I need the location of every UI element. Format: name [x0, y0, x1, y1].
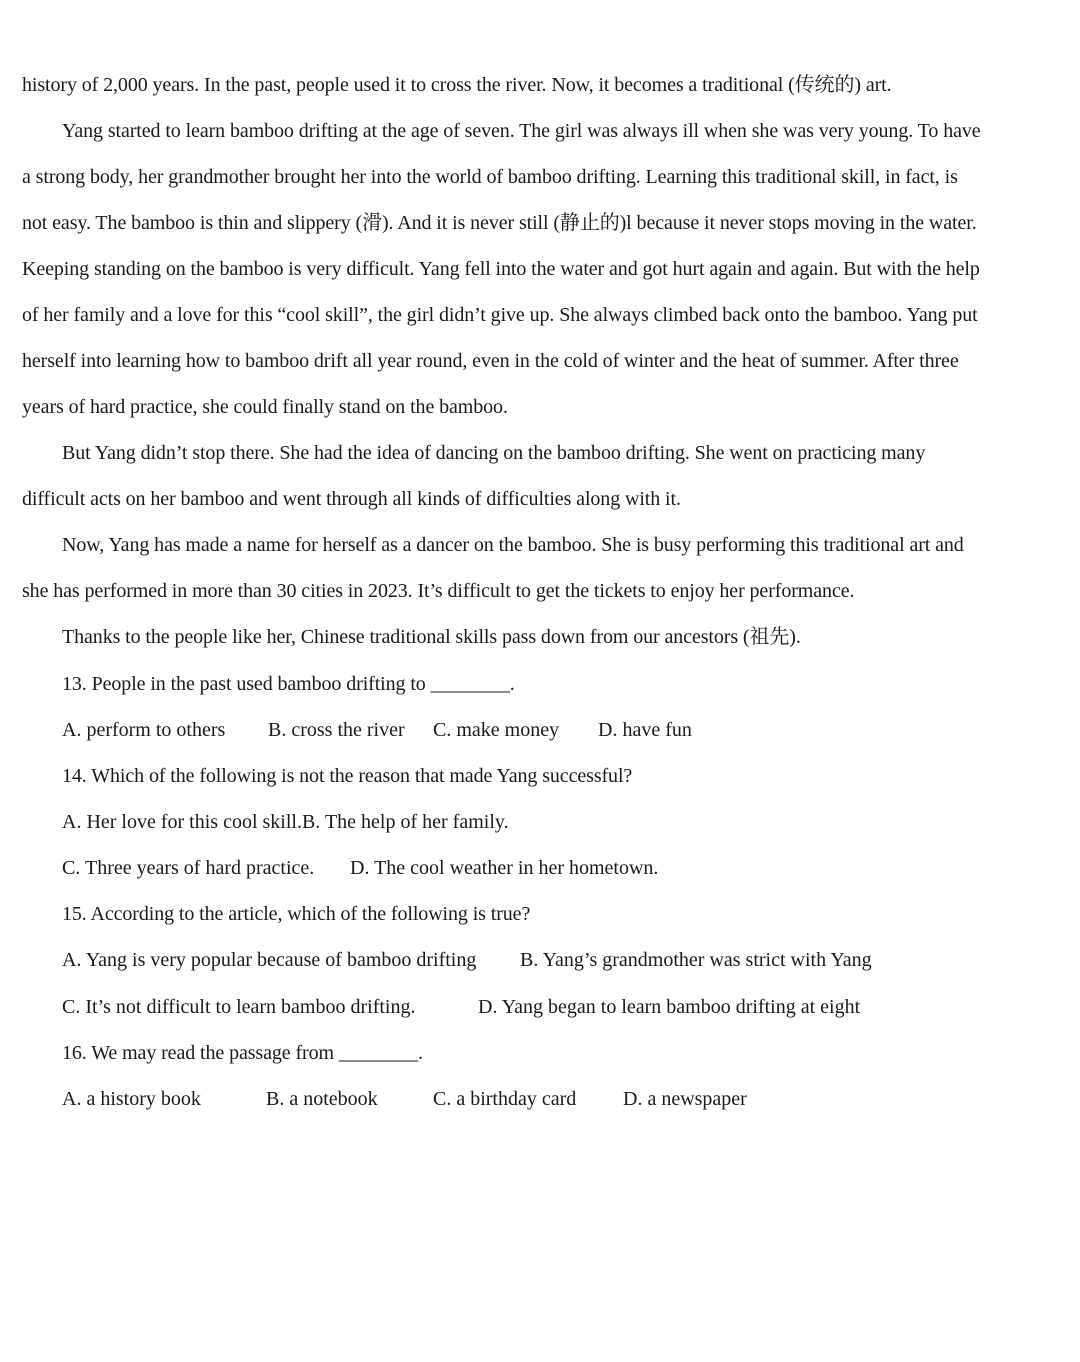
passage-line: Thanks to the people like her, Chinese traditional skills pass down from our ancestors (祖先). — [62, 626, 801, 648]
passage-line: not easy. The bamboo is thin and slippery (滑). And it is never still (静止的)l because it never stops moving in the water. — [22, 212, 977, 234]
question-stem: 14. Which of the following is not the reason that made Yang successful? — [62, 765, 633, 787]
option-a: A. a history book — [62, 1088, 201, 1110]
passage-line: herself into learning how to bamboo drift all year round, even in the cold of winter and the heat of summer. After three — [22, 350, 959, 372]
passage-line: of her family and a love for this “cool skill”, the girl didn’t give up. She always climbed back onto the bamboo. Yang put — [22, 304, 978, 326]
option-d: D. The cool weather in her hometown. — [350, 857, 659, 879]
passage-line: But Yang didn’t stop there. She had the idea of dancing on the bamboo drifting. She went on practicing many — [62, 442, 926, 464]
option-c: C. a birthday card — [433, 1088, 577, 1110]
option-b: B. Yang’s grandmother was strict with Yang — [520, 949, 872, 971]
option-c: C. It’s not difficult to learn bamboo drifting. — [62, 996, 416, 1018]
option-d: D. Yang began to learn bamboo drifting at eight — [478, 996, 861, 1018]
question-stem: 15. According to the article, which of the following is true? — [62, 903, 531, 925]
passage-line: years of hard practice, she could finally stand on the bamboo. — [22, 396, 508, 418]
passage-line: a strong body, her grandmother brought her into the world of bamboo drifting. Learning this traditional skill, in fact, is — [22, 166, 958, 188]
option-b: B. cross the river — [268, 719, 405, 741]
passage-line: she has performed in more than 30 cities in 2023. It’s difficult to get the tickets to enjoy her performance. — [22, 580, 855, 602]
option-b: B. a notebook — [266, 1088, 378, 1110]
option-a: A. perform to others — [62, 719, 226, 741]
option-d: D. have fun — [598, 719, 692, 741]
option-d: D. a newspaper — [623, 1088, 747, 1110]
passage-line: difficult acts on her bamboo and went through all kinds of difficulties along with it. — [22, 488, 681, 510]
option-c: C. make money — [433, 719, 560, 741]
passage-line: Keeping standing on the bamboo is very difficult. Yang fell into the water and got hurt again and again. But with the help — [22, 258, 980, 280]
option-c: C. Three years of hard practice. — [62, 857, 315, 879]
passage-line: Now, Yang has made a name for herself as a dancer on the bamboo. She is busy performing this traditional art and — [62, 534, 964, 556]
option-a: A. Yang is very popular because of bamboo drifting — [62, 949, 477, 971]
question-stem: 13. People in the past used bamboo drifting to ________. — [62, 673, 515, 695]
question-stem: 16. We may read the passage from ________. — [62, 1042, 423, 1064]
option-a-b: A. Her love for this cool skill.B. The help of her family. — [62, 811, 509, 833]
passage-line: history of 2,000 years. In the past, people used it to cross the river. Now, it becomes a traditional (传统的) art. — [22, 74, 892, 96]
passage-line: Yang started to learn bamboo drifting at the age of seven. The girl was always ill when she was very young. To have — [62, 120, 981, 142]
